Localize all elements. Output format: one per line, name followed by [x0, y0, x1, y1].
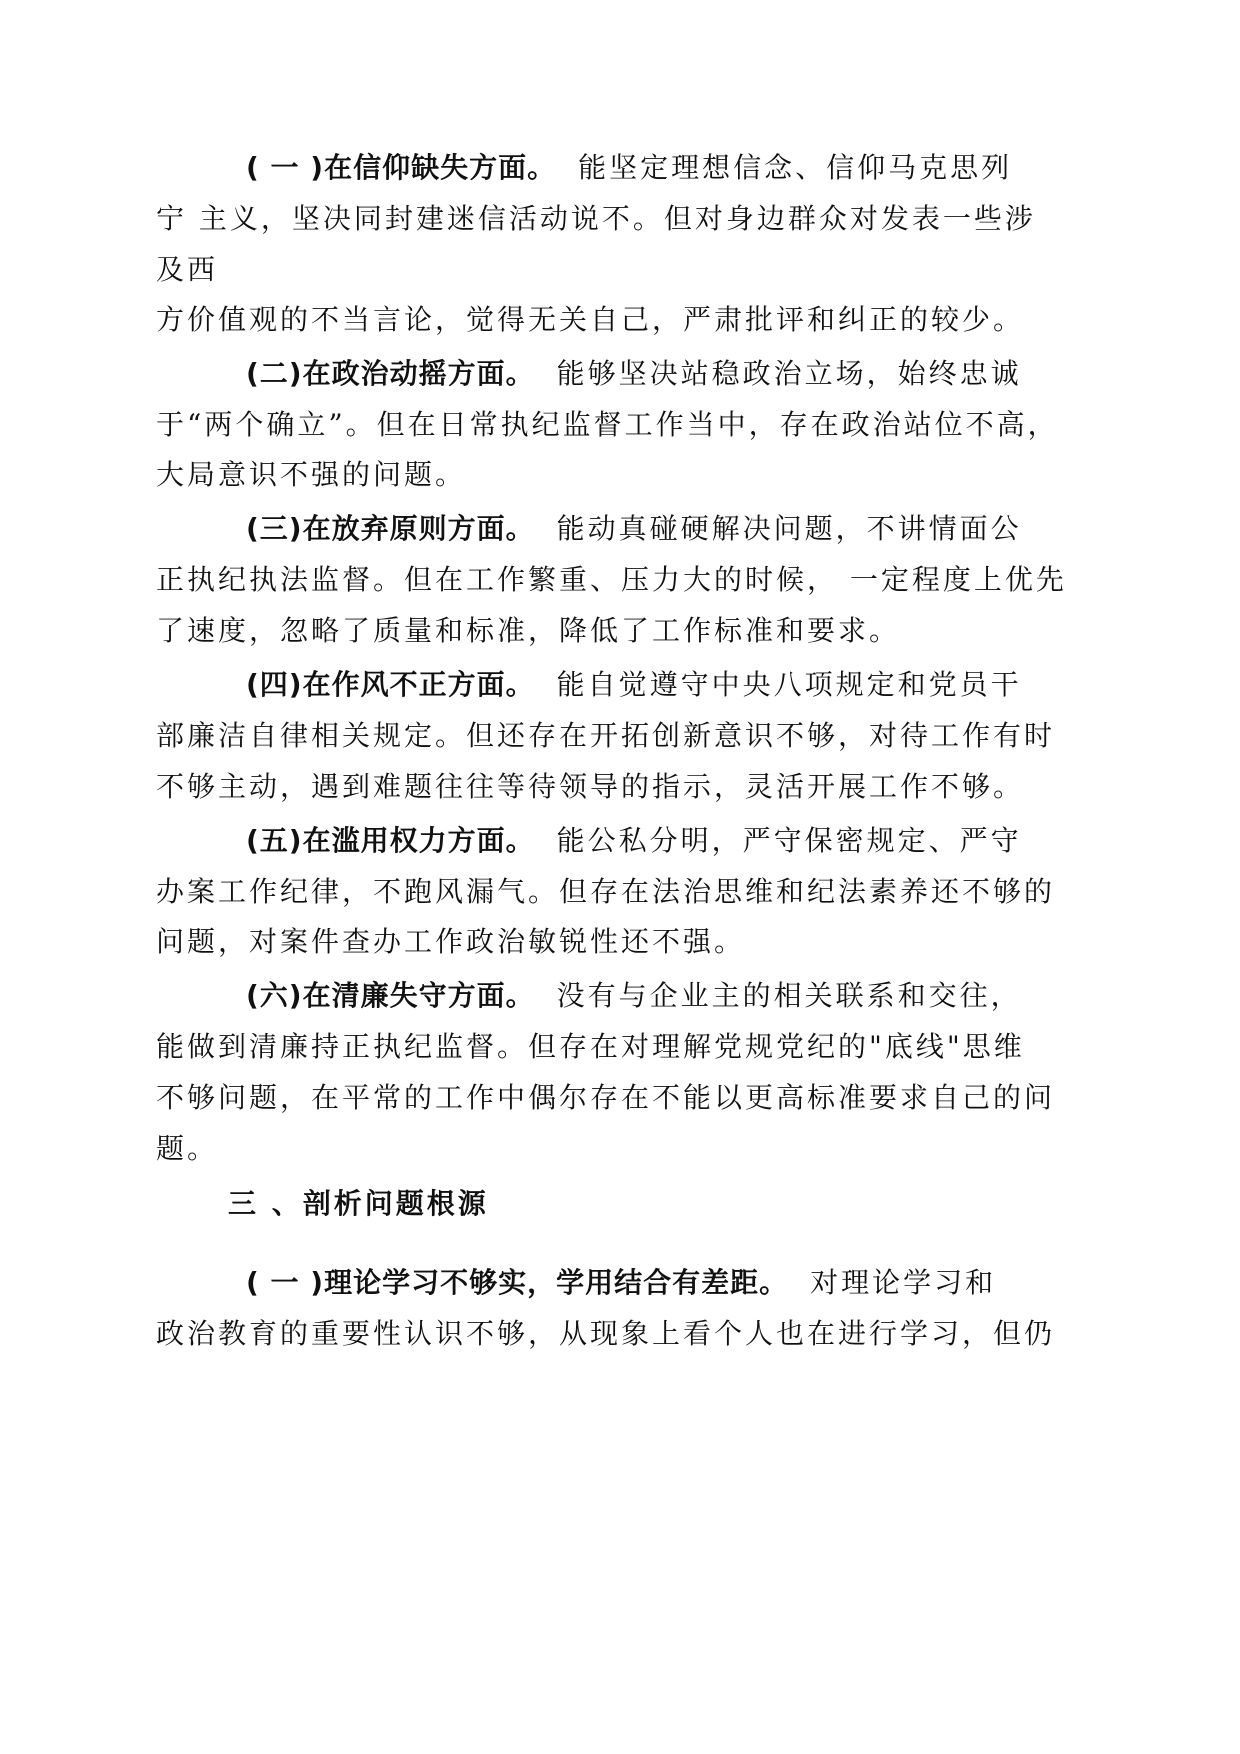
paragraph-1-line-2: 宁 主义，坚决同封建迷信活动说不。但对身边群众对发表一些涉: [156, 202, 1036, 235]
paragraph-5-line-3: 问题，对案件查办工作政治敏锐性还不强。: [156, 925, 746, 958]
paragraph-2-line-1: [246, 354, 1022, 394]
paragraph-4-text: 能自觉遵守中央八项规定和党员干: [556, 668, 1022, 701]
paragraph-4-line-1: [246, 665, 1022, 705]
paragraph-6-heading: (六)在清廉失守方面。: [246, 979, 535, 1012]
paragraph-3-line-3: 了速度，忽略了质量和标准，降低了工作标准和要求。: [156, 614, 901, 647]
paragraph-7-heading: ( 一 )理论学习不够实，学用结合有差距。: [246, 1266, 789, 1299]
paragraph-7-text: 对理论学习和: [810, 1266, 997, 1299]
paragraph-3-heading: (三)在放弃原则方面。: [246, 512, 535, 545]
paragraph-5-line-2: 办案工作纪律，不跑风漏气。但存在法治思维和纪法素养还不够的: [156, 875, 1056, 908]
paragraph-2-line-3: 大局意识不强的问题。: [156, 458, 467, 491]
paragraph-6-text: 没有与企业主的相关联系和交往，: [556, 979, 1022, 1012]
paragraph-1-line-4: 方价值观的不当言论，觉得无关自己，严肃批评和纠正的较少。: [156, 303, 1025, 336]
paragraph-4-heading: (四)在作风不正方面。: [246, 668, 535, 701]
paragraph-4-line-3: 不够主动，遇到难题往往等待领导的指示，灵活开展工作不够。: [156, 770, 1025, 803]
paragraph-7-line-1: [246, 1263, 996, 1303]
paragraph-3-text: 能动真碰硬解决问题，不讲情面公: [556, 512, 1022, 545]
paragraph-1-line-3: 及西: [156, 253, 219, 286]
paragraph-6-line-2: 能做到清廉持正执纪监督。但存在对理解党规党纪的"底线"思维: [156, 1030, 1025, 1063]
paragraph-3-line-2: 正执纪执法监督。但在工作繁重、压力大的时候， 一定程度上优先: [156, 563, 1067, 596]
paragraph-2-heading: (二)在政治动摇方面。: [246, 357, 535, 390]
paragraph-3-line-1: [246, 509, 1022, 549]
paragraph-1-line-1: [246, 148, 1012, 188]
paragraph-6-line-1: [246, 976, 1022, 1016]
paragraph-5-heading: (五)在滥用权力方面。: [246, 824, 535, 857]
paragraph-1-heading: ( 一 )在信仰缺失方面。: [246, 151, 557, 184]
paragraph-2-text: 能够坚决站稳政治立场，始终忠诚: [556, 357, 1022, 390]
section-3-title: 三 、剖析问题根源: [228, 1187, 489, 1220]
paragraph-4-line-2: 部廉洁自律相关规定。但还存在开拓创新意识不够，对待工作有时: [156, 719, 1056, 752]
paragraph-6-line-4: 题。: [156, 1132, 219, 1165]
paragraph-7-line-2: 政治教育的重要性认识不够，从现象上看个人也在进行学习，但仍: [156, 1317, 1056, 1350]
paragraph-5-line-1: [246, 821, 1022, 861]
paragraph-6-line-3: 不够问题，在平常的工作中偶尔存在不能以更高标准要求自己的问: [156, 1081, 1056, 1114]
paragraph-5-text: 能公私分明，严守保密规定、严守: [556, 824, 1022, 857]
paragraph-2-line-2: 于“两个确立”。但在日常执纪监督工作当中，存在政治站位不高，: [156, 408, 1059, 441]
paragraph-1-text: 能坚定理想信念、信仰马克思列: [578, 151, 1013, 184]
